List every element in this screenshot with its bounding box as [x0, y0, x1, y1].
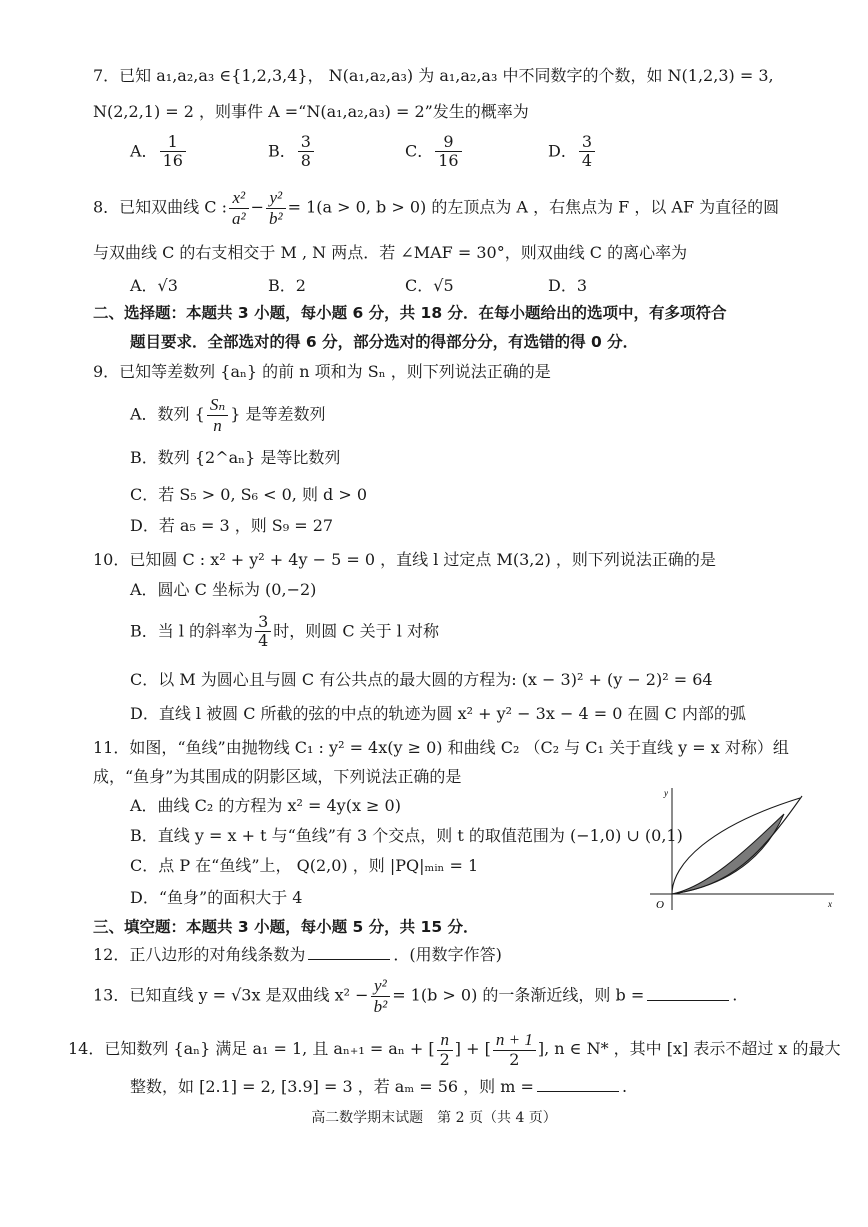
x-axis-label: x	[828, 899, 832, 909]
fish-line-figure	[650, 786, 840, 910]
page-footer: 高二数学期末试题 第 2 页（共 4 页）	[311, 1110, 557, 1126]
q8-option-d: D．3	[548, 276, 588, 295]
q14-stem-line1: 14．已知数列 {aₙ} 满足 a₁ = 1, 且 aₙ₊₁ = aₙ + [ $\frac{n}{2}$ ] + [ $\frac{n + 1}{2}$ ], n ∈ N* ，其中 [x] 表示不超过 x 的最大	[68, 1030, 841, 1069]
section3-heading: 三、填空题：本题共 3 小题，每小题 5 分，共 15 分．	[93, 918, 479, 936]
section2-heading-line1: 二、选择题：本题共 3 小题，每小题 6 分，共 18 分．在每小题给出的选项中，有多项符合	[93, 304, 727, 322]
y-axis-label: y	[664, 788, 668, 798]
q10-option-c: C．以 M 为圆心且与圆 C 有公共点的最大圆的方程为: (x − 3)² + (y − 2)² = 64	[130, 670, 713, 689]
q13-stem: 13．已知直线 y = √3x 是双曲线 x² − $\frac{\text{y²}}{\text{b²}}$ = 1(b > 0) 的一条渐近线，则 b = .	[93, 976, 738, 1016]
q8-stem-line1: 8．已知双曲线 C : $\frac{\text{x²}}{\text{a²}}$ − $\frac{\text{y²}}{\text{b²}}$ = 1(a > 0, b > 0) 的左顶点为 A ，右焦点为 F ，以 AF 为直径的圆	[93, 188, 780, 228]
q9-option-c: C．若 S₅ > 0, S₆ < 0, 则 d > 0	[130, 485, 368, 504]
q11-stem-line1: 11．如图，“鱼线”由抛物线 C₁ : y² = 4x(y ≥ 0) 和曲线 C₂ （C₂ 与 C₁ 关于直线 y = x 对称）组	[93, 738, 789, 757]
q13-answer-blank[interactable]	[647, 986, 729, 1001]
q8-option-b: B．2	[268, 276, 306, 295]
q7-stem-line2: N(2,2,1) = 2 ，则事件 A =“N(a₁,a₂,a₃) = 2”发生的概率为	[93, 102, 529, 121]
q9-option-d: D．若 a₅ = 3 ，则 S₉ = 27	[130, 516, 334, 535]
q14-stem-line2: 整数，如 [2.1] = 2, [3.9] = 3 ，若 aₘ = 56 ，则 m = .	[130, 1077, 628, 1096]
curve-c1	[672, 798, 800, 894]
q10-option-d: D．直线 l 被圆 C 所截的弦的中点的轨迹为圆 x² + y² − 3x − 4 = 0 在圆 C 内部的弧	[130, 704, 746, 723]
q11-option-b: B．直线 y = x + t 与“鱼线”有 3 个交点，则 t 的取值范围为 (−1,0) ∪ (0,1)	[130, 826, 683, 845]
fish-body-region	[672, 814, 784, 894]
q7-option-a: A． $\frac{1}{16}$	[130, 133, 188, 171]
q7-option-c: C． $\frac{9}{16}$	[405, 133, 464, 171]
q11-option-c: C．点 P 在“鱼线”上， Q(2,0) ，则 |PQ|ₘᵢₙ = 1	[130, 856, 479, 875]
q11-option-d: D．“鱼身”的面积大于 4	[130, 888, 303, 907]
q11-option-a: A．曲线 C₂ 的方程为 x² = 4y(x ≥ 0)	[130, 796, 401, 815]
q9-option-b: B．数列 {2^aₙ} 是等比数列	[130, 448, 341, 467]
q12-answer-blank[interactable]	[308, 945, 390, 960]
q8-stem-line2: 与双曲线 C 的右支相交于 M , N 两点．若 ∠MAF = 30°，则双曲线 C 的离心率为	[93, 243, 688, 262]
q12-stem: 12．正八边形的对角线条数为 ．(用数字作答)	[93, 945, 502, 964]
q7-stem-line1: 7．已知 a₁,a₂,a₃ ∈{1,2,3,4}， N(a₁,a₂,a₃) 为 a₁,a₂,a₃ 中不同数字的个数，如 N(1,2,3) = 3,	[93, 66, 774, 85]
q11-stem-line2: 成，“鱼身”为其围成的阴影区域，下列说法正确的是	[93, 767, 462, 786]
q8-option-a: A．√3	[130, 276, 178, 295]
q10-stem: 10．已知圆 C : x² + y² + 4y − 5 = 0 ，直线 l 过定点 M(3,2) ，则下列说法正确的是	[93, 550, 716, 569]
curve-c2	[672, 796, 802, 894]
section2-heading-line2: 题目要求．全部选对的得 6 分，部分选对的得部分分，有选错的得 0 分．	[130, 333, 639, 351]
q7-option-d: D． $\frac{3}{4}$	[548, 133, 597, 171]
q10-option-a: A．圆心 C 坐标为 (0,−2)	[130, 580, 317, 599]
q7-option-b: B． $\frac{3}{8}$	[268, 133, 316, 171]
q10-option-b: B．当 l 的斜率为 $\frac{3}{4}$ 时，则圆 C 关于 l 对称	[130, 612, 439, 651]
q14-answer-blank[interactable]	[537, 1077, 619, 1092]
q9-stem: 9．已知等差数列 {aₙ} 的前 n 项和为 Sₙ ，则下列说法正确的是	[93, 362, 551, 381]
q8-option-c: C．√5	[405, 276, 454, 295]
origin-label: O	[656, 899, 664, 910]
q9-option-a: A．数列 { $\frac{\text{Sₙ}}{n}$ } 是等差数列	[130, 395, 326, 435]
